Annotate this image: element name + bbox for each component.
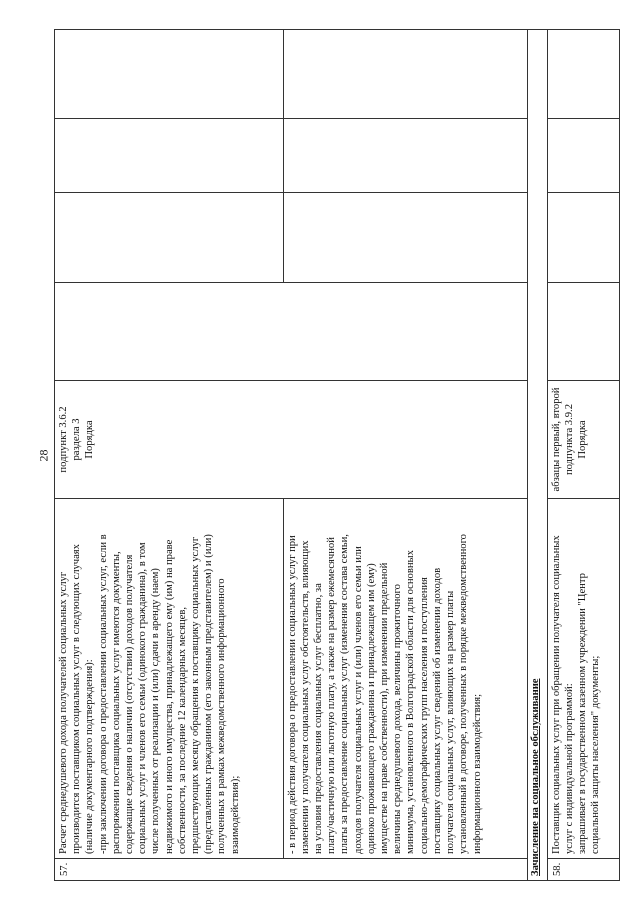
row-text (283, 499, 528, 859)
text-line: распоряжении поставщика социальных услуг имеются документы, (110, 551, 122, 854)
page-number: 28 (36, 449, 51, 462)
text-line: платы за предоставление социальных услуг (изменения состава семьи, (339, 534, 351, 854)
row-number: 57. (55, 859, 528, 881)
empty-cell (547, 119, 619, 193)
text-line: изменении у получателя социальных услуг обстоятельств, влияющих (299, 540, 311, 854)
ref-line: раздела 3 (71, 418, 83, 461)
row-reference (55, 381, 528, 499)
text-line: на условия предоставления социальных услуг бесплатно, за (313, 583, 325, 854)
section-title: Зачисление на социальное обслуживание (528, 30, 548, 881)
empty-cell (547, 283, 619, 381)
text-line: числе полученных от реализации и (или) сдачи в аренду (наем) (150, 568, 162, 854)
text-line: (наличие документарного подтверждения): (84, 659, 96, 854)
rotated-table-wrapper (54, 30, 620, 881)
row-text (55, 499, 284, 859)
empty-cell (547, 193, 619, 283)
text-line: установленный в договоре, полученных в порядке межведомственного (458, 534, 470, 854)
text-line: информационного взаимодействия; (471, 693, 483, 854)
empty-cell (55, 283, 528, 381)
text-line: содержащие сведения о наличии (отсутствии) доходов получателя (124, 554, 136, 854)
text-line: -при заключении договора о предоставлении социальных услуг, если в (97, 534, 109, 854)
text-line: Поставщик социальных услуг при обращении получателя социальных (550, 535, 562, 854)
empty-cell (55, 119, 284, 193)
ref-line: Порядка (84, 420, 96, 459)
text-line: - в период действия договора о предоставлении социальных услуг при (286, 535, 298, 854)
text-line: недвижимого и иного имущества, принадлежащего ему (им) на праве (163, 539, 175, 854)
row-number: 58. (547, 859, 619, 881)
text-line: минимума, установленного в Волгоградской области для основных (405, 550, 417, 854)
text-line: собственности, за последние 12 календарных месяцев, (176, 606, 188, 854)
text-line: предшествующих месяцу обращения к поставщику социальных услуг (190, 536, 202, 854)
row-reference (547, 381, 619, 499)
table-row (547, 30, 619, 881)
text-line: запрашивает в государственном казенном учреждении "Центр (577, 573, 589, 854)
empty-cell (55, 30, 284, 119)
ref-line: Порядка (577, 420, 589, 459)
text-line: получателя социальных услуг, влияющих на размер платы (445, 590, 457, 854)
text-line: социальной защиты населения" документы; (590, 655, 602, 854)
text-line: социально-демографических групп населения и поступления (418, 577, 430, 854)
text-line: величины среднедушевого дохода, величины прожиточного (392, 584, 404, 854)
text-line: услуг с индивидуальной программой: (563, 683, 575, 854)
section-row (528, 30, 548, 881)
empty-cell (283, 30, 528, 119)
text-line: социальных услуг и членов его семьи (одинокого гражданина), в том (137, 542, 149, 854)
text-line: полученных в рамках межведомственного информационного (216, 578, 228, 854)
text-line: Расчет среднедушевого дохода получателей социальных услуг (58, 571, 69, 854)
text-line: производится поставщиком социальных услуг в следующих случаях (71, 544, 83, 854)
ref-line: подпункт 3.6.2 (58, 406, 69, 473)
text-line: взаимодействия); (229, 775, 241, 854)
text-line: имуществе на праве собственности), при изменении предельной (379, 562, 391, 854)
ref-line: подпункта 3.9.2 (563, 404, 575, 475)
text-line: поставщику социальных услуг сведений об изменении доходов (431, 567, 443, 854)
text-line: (представленных гражданином (его законным представителем) и (или) (203, 534, 215, 854)
ref-line: абзацы первый, второй (550, 387, 562, 492)
text-line: плату/частичную или льготную плату, а также на размер ежемесячной (326, 537, 338, 854)
empty-cell (547, 30, 619, 119)
procedure-table (54, 29, 620, 881)
empty-cell (283, 119, 528, 193)
text-line: доходов получателя социальных услуг и (или) членов его семьи или (352, 546, 364, 854)
rotated-table (54, 30, 620, 881)
empty-cell (55, 193, 284, 283)
table-row (55, 30, 284, 881)
empty-cell (283, 193, 528, 283)
text-line: одиноко проживающего гражданина и принадлежащем им (ему) (365, 563, 377, 854)
row-text (547, 499, 619, 859)
